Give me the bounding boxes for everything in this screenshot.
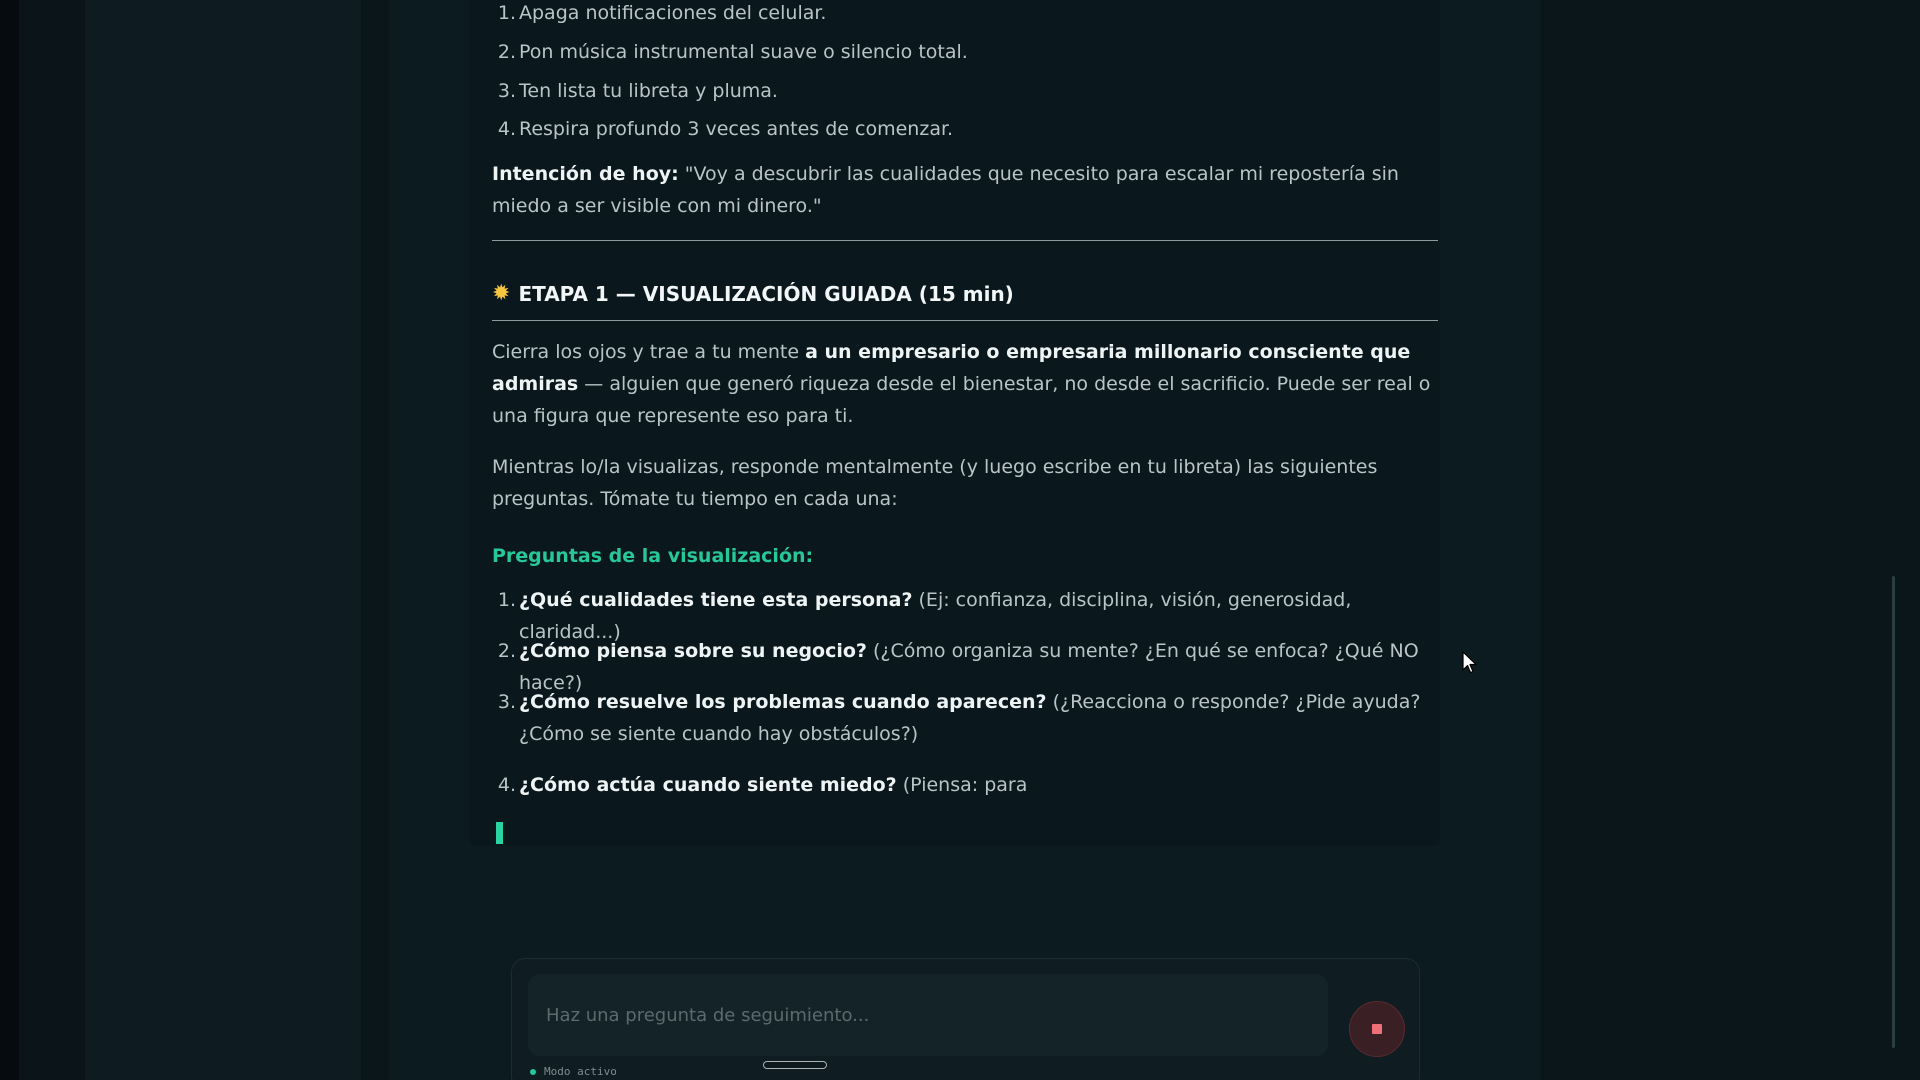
question-text: ¿Cómo piensa sobre su negocio? (519, 640, 867, 662)
sun-icon: ✹ (492, 281, 511, 306)
paragraph-text: Cierra los ojos y trae a tu mente (492, 341, 806, 363)
question-hint: (Piensa: para (896, 774, 1028, 796)
paragraph-emphasis: a un empresario o empresaria millonario consciente que admiras (492, 341, 1411, 395)
mode-status-text: Modo activo (544, 1065, 617, 1078)
paragraph-text: — alguien que generó riqueza desde el bienestar, no desde el sacrificio. Puede ser real o una figura que represente eso para ti. (492, 373, 1431, 427)
left-sidebar (85, 0, 361, 1080)
left-rail (19, 0, 85, 1080)
follow-up-input[interactable] (528, 974, 1328, 1056)
list-number: 2. (497, 41, 516, 63)
list-item (492, 113, 953, 145)
drag-handle[interactable] (763, 1061, 827, 1069)
list-text: Ten lista tu libreta y pluma. (519, 80, 778, 102)
list-item (492, 36, 968, 68)
right-panel (1541, 0, 1920, 1080)
question-text: ¿Cómo actúa cuando siente miedo? (519, 774, 897, 796)
question-hint: (¿Reacciona o responde? ¿Pide ayuda? ¿Cómo se siente cuando hay obstáculos?) (519, 691, 1421, 745)
list-item (492, 0, 826, 29)
status-dot-icon (530, 1069, 536, 1075)
question-text: ¿Cómo resuelve los problemas cuando aparecen? (519, 691, 1047, 713)
streaming-caret (496, 822, 503, 844)
list-text: Apaga notificaciones del celular. (519, 2, 827, 24)
list-number: 4. (497, 118, 516, 140)
stage-paragraph (492, 336, 1438, 432)
mode-status (530, 1065, 617, 1078)
list-item (492, 75, 778, 107)
questions-label: Preguntas de la visualización: (492, 545, 814, 567)
divider (492, 320, 1438, 321)
intention-label: Intención de hoy: (492, 163, 679, 185)
question-hint: (Ej: confianza, disciplina, visión, generosidad, claridad...) (519, 589, 1352, 643)
composer (511, 958, 1420, 1080)
list-item (492, 686, 1438, 750)
stage-heading (492, 278, 1014, 310)
sidebar-gutter (361, 0, 389, 1080)
question-text: ¿Qué cualidades tiene esta persona? (519, 589, 913, 611)
list-number: 4. (497, 774, 516, 796)
stage-paragraph: Mientras lo/la visualizas, responde mentalmente (y luego escribe en tu libreta) las siguientes preguntas. Tómate tu tiempo en cada una: (492, 456, 1378, 510)
list-text: Pon música instrumental suave o silencio total. (519, 41, 968, 63)
list-item (492, 769, 1438, 801)
list-number: 1. (497, 589, 516, 611)
intention-text: "Voy a descubrir las cualidades que necesito para escalar mi repostería sin miedo a ser visible con mi dinero." (492, 163, 1399, 217)
divider (492, 240, 1438, 241)
list-text: Respira profundo 3 veces antes de comenzar. (519, 118, 954, 140)
list-number: 2. (497, 640, 516, 662)
list-number: 1. (497, 2, 516, 24)
list-number: 3. (497, 80, 516, 102)
question-hint: (¿Cómo organiza su mente? ¿En qué se enfoca? ¿Qué NO hace?) (519, 640, 1419, 694)
list-number: 3. (497, 691, 516, 713)
scrollbar-thumb[interactable] (1892, 576, 1895, 1048)
stage-heading-text: ETAPA 1 — VISUALIZACIÓN GUIADA (15 min) (518, 282, 1014, 306)
stop-button[interactable] (1349, 1001, 1405, 1057)
intention-paragraph (492, 158, 1438, 222)
stop-icon (1372, 1024, 1382, 1034)
mouse-pointer-icon (1462, 651, 1478, 675)
